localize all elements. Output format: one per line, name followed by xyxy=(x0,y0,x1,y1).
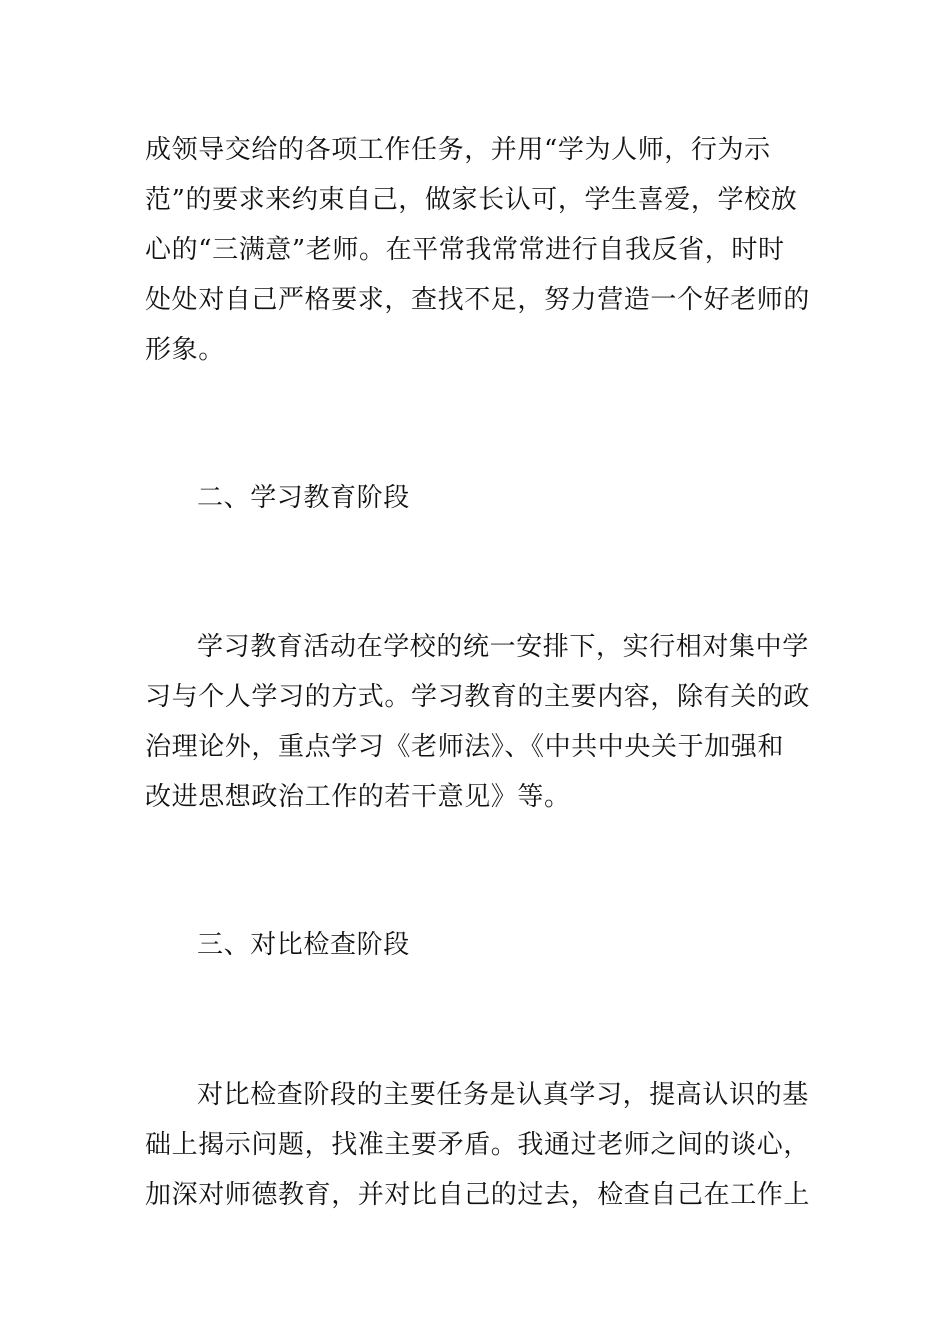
text-line: 加深对师德教育，并对比自己的过去，检查自己在工作上 xyxy=(145,1180,811,1210)
text-line: 对比检查阶段的主要任务是认真学习，提高认识的基 xyxy=(197,1080,809,1110)
text-line: 础上揭示问题，找准主要矛盾。我通过老师之间的谈心， xyxy=(145,1130,811,1160)
text-line: 形象。 xyxy=(145,335,225,365)
text-line: 成领导交给的各项工作任务，并用“学为人师，行为示 xyxy=(145,135,771,165)
text-line: 处处对自己严格要求，查找不足，努力营造一个好老师的 xyxy=(145,285,811,315)
section-heading-2: 二、学习教育阶段 xyxy=(197,483,410,513)
text-line: 习与个人学习的方式。学习教育的主要内容，除有关的政 xyxy=(145,682,811,712)
section-heading-3: 三、对比检查阶段 xyxy=(197,930,410,960)
text-line: 心的“三满意”老师。在平常我常常进行自我反省，时时 xyxy=(145,235,785,265)
text-line: 学习教育活动在学校的统一安排下，实行相对集中学 xyxy=(197,632,809,662)
text-line: 治理论外，重点学习《老师法》、《中共中央关于加强和 xyxy=(145,732,785,762)
text-line: 改进思想政治工作的若干意见》等。 xyxy=(145,782,571,812)
text-line: 范”的要求来约束自己，做家长认可，学生喜爱，学校放 xyxy=(145,185,798,215)
